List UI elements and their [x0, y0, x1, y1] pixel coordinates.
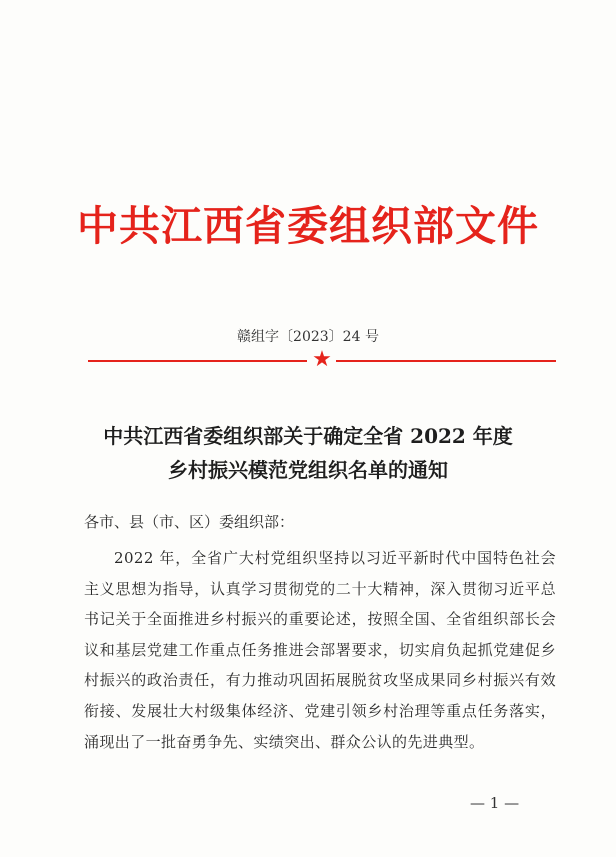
- separator-line-right: [336, 360, 556, 362]
- star-icon: ★: [312, 347, 332, 372]
- notice-title: [0, 419, 616, 487]
- page-number: — 1 —: [470, 794, 520, 812]
- salutation: 各市、县（市、区）委组织部：: [84, 513, 295, 531]
- separator-line-left: [88, 360, 307, 362]
- red-separator: [88, 347, 556, 372]
- notice-title-line-1: 中共江西省委组织部关于确定全省 2022 年度: [103, 424, 513, 448]
- red-header-title: 中共江西省委组织部文件: [77, 202, 539, 250]
- notice-title-line-2: 乡村振兴模范党组织名单的通知: [168, 458, 448, 482]
- document-number: 赣组字〔2023〕24 号: [237, 329, 379, 345]
- body-paragraph: 2022 年，全省广大村党组织坚持以习近平新时代中国特色社会主义思想为指导，认真学习贯彻党的二十大精神，深入贯彻习近平总书记关于全面推进乡村振兴的重要论述，按照全国、全省组织部长会议和基层党建工作重点任务推进会部署要求，切实肩负起抓党建促乡村振兴的政治责任，有力推动巩固拓展脱贫攻坚成果同乡村振兴有效衔接、发展壮大村级集体经济、党建引领乡村治理等重点任务落实，涌现出了一批奋勇争先、实绩突出、群众公认的先进典型。: [84, 549, 556, 751]
